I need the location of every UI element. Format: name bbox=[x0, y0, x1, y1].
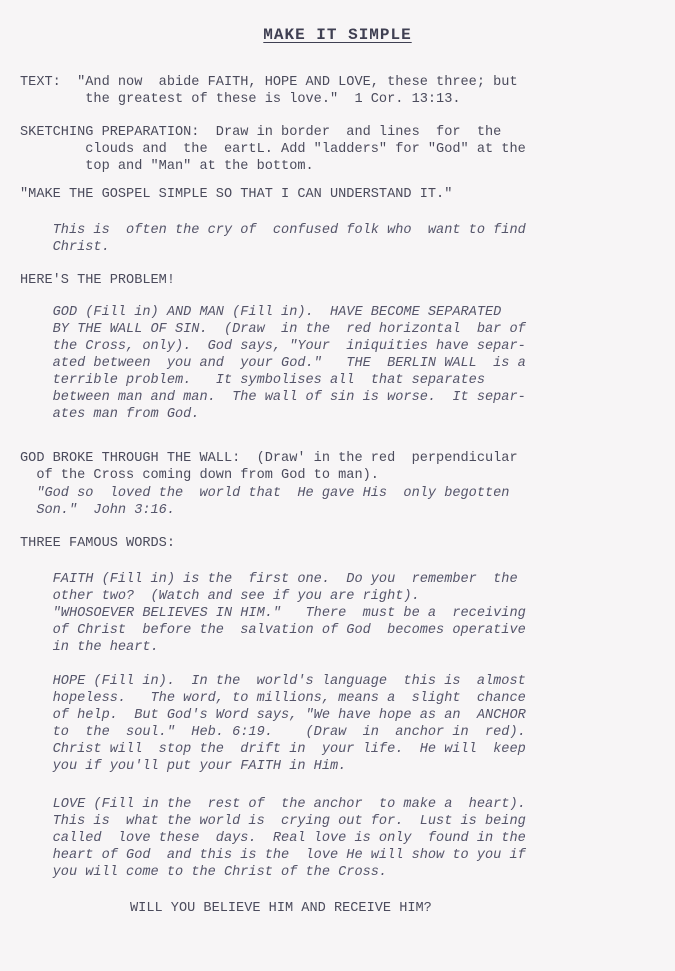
faith-line: other two? (Watch and see if you are right). bbox=[20, 589, 420, 604]
hope-line: hopeless. The word, to millions, means a slight chance bbox=[20, 691, 526, 706]
problem-section bbox=[20, 304, 650, 423]
faith-line: FAITH (Fill in) is the first one. Do you remember the bbox=[20, 572, 518, 587]
broke-quote-line: Son." John 3:16. bbox=[20, 503, 175, 518]
broke-section bbox=[20, 450, 650, 484]
problem-line: the Cross, only). God says, "Your iniquities have separ- bbox=[20, 339, 526, 354]
love-line: called love these days. Real love is only found in the bbox=[20, 831, 526, 846]
sketch-line: SKETCHING PREPARATION: Draw in border and lines for the bbox=[20, 125, 502, 140]
text-line: TEXT: "And now abide FAITH, HOPE AND LOVE, these three; but bbox=[20, 75, 518, 90]
love-line: you will come to the Christ of the Cross. bbox=[20, 865, 388, 880]
text-line: the greatest of these is love." 1 Cor. 13:13. bbox=[20, 92, 461, 107]
sketching-section bbox=[20, 124, 650, 175]
hope-line: of help. But God's Word says, "We have hope as an ANCHOR bbox=[20, 708, 526, 723]
faith-section bbox=[20, 571, 650, 656]
broke-line: of the Cross coming down from God to man). bbox=[20, 468, 379, 483]
problem-heading: HERE'S THE PROBLEM! bbox=[20, 273, 175, 288]
problem-line: ated between you and your God." THE BERLIN WALL is a bbox=[20, 356, 526, 371]
broke-quote-line: "God so loved the world that He gave His only begotten bbox=[20, 486, 510, 501]
problem-line: between man and man. The wall of sin is worse. It separ- bbox=[20, 390, 526, 405]
sketch-line: clouds and the eartL. Add "ladders" for "God" at the bbox=[20, 142, 526, 157]
sketch-line: top and "Man" at the bottom. bbox=[20, 159, 314, 174]
gospel-line: "MAKE THE GOSPEL SIMPLE SO THAT I CAN UNDERSTAND IT." bbox=[20, 187, 453, 202]
faith-line: of Christ before the salvation of God becomes operative bbox=[20, 623, 526, 638]
love-section bbox=[20, 796, 650, 881]
problem-line: BY THE WALL OF SIN. (Draw in the red horizontal bar of bbox=[20, 322, 526, 337]
text-section bbox=[20, 74, 650, 108]
cry-section bbox=[20, 222, 650, 256]
hope-section bbox=[20, 673, 650, 775]
problem-line: ates man from God. bbox=[20, 407, 200, 422]
love-line: This is what the world is crying out for. Lust is being bbox=[20, 814, 526, 829]
problem-line: GOD (Fill in) AND MAN (Fill in). HAVE BECOME SEPARATED bbox=[20, 305, 502, 320]
broke-line: GOD BROKE THROUGH THE WALL: (Draw' in the red perpendicular bbox=[20, 451, 518, 466]
hope-line: you if you'll put your FAITH in Him. bbox=[20, 759, 347, 774]
words-heading: THREE FAMOUS WORDS: bbox=[20, 536, 175, 551]
closing-question: WILL YOU BELIEVE HIM AND RECEIVE HIM? bbox=[130, 901, 432, 916]
faith-line: "WHOSOEVER BELIEVES IN HIM." There must be a receiving bbox=[20, 606, 526, 621]
cry-line: This is often the cry of confused folk who want to find bbox=[20, 223, 526, 238]
hope-line: HOPE (Fill in). In the world's language this is almost bbox=[20, 674, 526, 689]
broke-quote bbox=[20, 485, 650, 519]
love-line: heart of God and this is the love He will show to you if bbox=[20, 848, 526, 863]
cry-line: Christ. bbox=[20, 240, 110, 255]
hope-line: to the soul." Heb. 6:19. (Draw in anchor in red). bbox=[20, 725, 526, 740]
problem-line: terrible problem. It symbolises all that separates bbox=[20, 373, 485, 388]
love-line: LOVE (Fill in the rest of the anchor to make a heart). bbox=[20, 797, 526, 812]
page-title: MAKE IT SIMPLE bbox=[263, 26, 412, 44]
hope-line: Christ will stop the drift in your life. He will keep bbox=[20, 742, 526, 757]
faith-line: in the heart. bbox=[20, 640, 159, 655]
